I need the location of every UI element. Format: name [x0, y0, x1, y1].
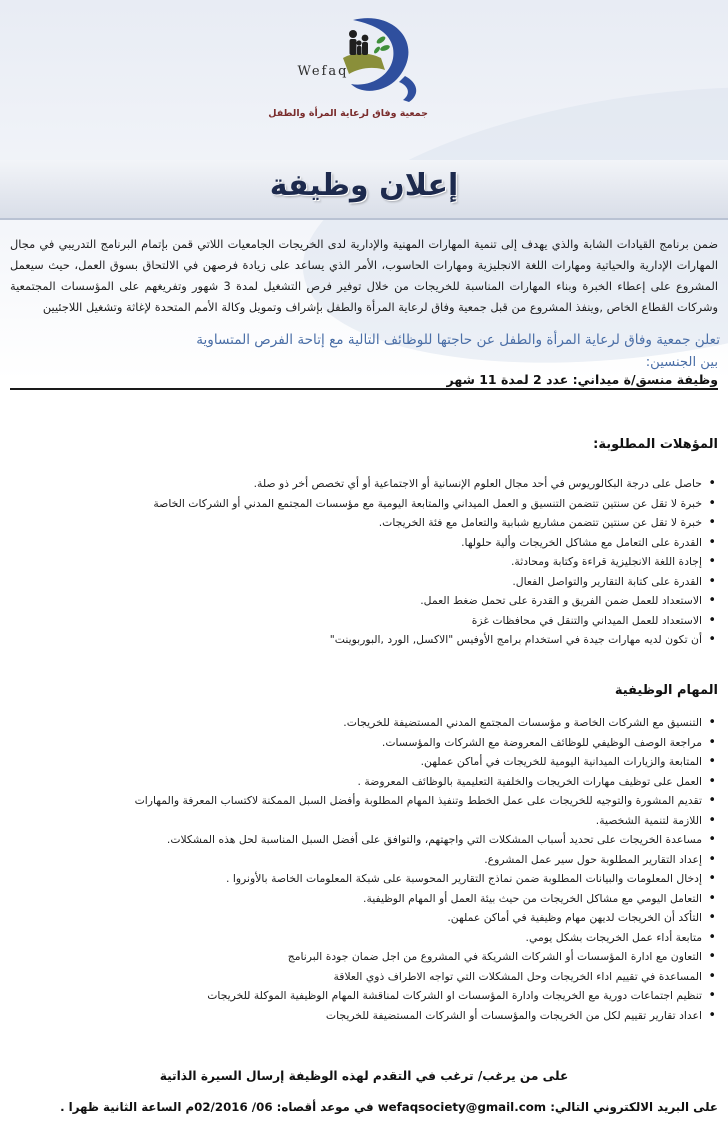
- intro-paragraph: ضمن برنامج القيادات الشابة والذي يهدف إلى تنمية المهارات المهنية والإدارية لدى الخريجات الجامعيات اللاتي قمن بإتمام البرنامج التدريبي في مجال المهارات الإدارية والحياتية ومهارات اللغة الانجليزية ومهارات الحاسوب، الأمر الذي يساعد على زيادة فرصهن في الالتحاق بسوق العمل، حيث سيعمل المشروع على إعطاء الخبرة وبناء المهارات المناسبة للخريجات من خلال توفير فرص التشغيل لمدة 3 شهور وتفريغهم على المؤسسات المجتمعية وشركات القطاع الخاص ,وينفذ المشروع من قبل جمعية وفاق لرعاية المرأة والطفل بإشراف وتمويل وكالة الأمم المتحدة لإغاثة وتشغيل اللاجئيين: [10, 237, 718, 314]
- list-item: • إجادة اللغة الانجليزية قراءة وكتابة ومحادثة.: [28, 552, 718, 572]
- list-item: • الاستعداد للعمل ضمن الفريق و القدرة على تحمل ضغط العمل.: [28, 591, 718, 611]
- tasks-list: [28, 713, 718, 1025]
- list-item: • تقديم المشورة والتوجيه للخريجات على عمل الخطط وتنفيذ المهام المطلوبة وأفضل السبل الممكنة لاكتساب المعرفة والمهارات: [28, 791, 718, 811]
- email-link[interactable]: wefaqsociety@gmail.com: [377, 1100, 547, 1114]
- list-item: • الاستعداد للعمل الميداني والتنقل في محافظات غزة: [28, 611, 718, 631]
- qualifications-heading: المؤهلات المطلوبة:: [593, 437, 718, 452]
- list-item: • مساعدة الخريجات على تحديد أسباب المشكلات التي واجهتهم، والتوافق على أفضل السبل المناسبة لحل هذه المشكلات.: [28, 830, 718, 850]
- contact-line: [10, 1100, 718, 1114]
- email-prefix: على البريد الالكتروني التالي:: [550, 1100, 718, 1114]
- logo-emblem-icon: [293, 12, 433, 112]
- list-item: • اللازمة لتنمية الشخصية.: [28, 811, 718, 831]
- list-item: • التأكد أن الخريجات لديهن مهام وظيفية في أماكن عملهن.: [28, 908, 718, 928]
- list-item: • متابعة أداء عمل الخريجات بشكل يومي.: [28, 928, 718, 948]
- logo-tagline: جمعية وفاق لرعاية المرأة والطفل: [268, 108, 428, 119]
- list-item: • حاصل على درجة البكالوريوس في أحد مجال العلوم الإنسانية أو الاجتماعية أو أي تخصص أخر ذو صلة.: [28, 474, 718, 494]
- job-title: وظيفة منسق/ة ميداني: عدد 2 لمدة 11 شهر: [10, 372, 718, 390]
- logo-wordmark: Wefaq: [297, 64, 349, 79]
- list-item: • أن تكون لديه مهارات جيدة في استخدام برامج الأوفيس "الاكسل, الورد ,البوربوينت": [28, 630, 718, 650]
- list-item: • التنسيق مع الشركات الخاصة و مؤسسات المجتمع المدني المستضيفة للخريجات.: [28, 713, 718, 733]
- list-item: • المساعدة في تقييم اداء الخريجات وحل المشكلات التي تواجه الاطراف ذوي العلاقة: [28, 967, 718, 987]
- wefaq-logo: [268, 12, 433, 122]
- list-item: • خبرة لا تقل عن سنتين تتضمن مشاريع شبابية والتعامل مع فئة الخريجات.: [28, 513, 718, 533]
- list-item: • خبرة لا تقل عن سنتين تتضمن التنسيق و العمل الميداني والمتابعة اليومية مع مؤسسات المجتمع المدني أو الشركات الخاصة: [28, 494, 718, 514]
- list-item: • تنظيم اجتماعات دورية مع الخريجات وادارة المؤسسات او الشركات لمناقشة المهام الوظيفية الموكلة للخريجات: [28, 986, 718, 1006]
- announcement-continuation: بين الجنسين:: [645, 355, 718, 370]
- list-item: • اعداد تقارير تقييم لكل من الخريجات والمؤسسات أو الشركات المستضيفة للخريجات: [28, 1006, 718, 1026]
- list-item: • إعداد التقارير المطلوبة حول سير عمل المشروع.: [28, 850, 718, 870]
- list-item: • التعاون مع ادارة المؤسسات أو الشركات الشريكة في المشروع من اجل ضمان جودة البرنامج: [28, 947, 718, 967]
- list-item: • القدرة على كتابة التقارير والتواصل الفعال.: [28, 572, 718, 592]
- qualifications-list: [28, 474, 718, 650]
- list-item: • المتابعة والزيارات الميدانية اليومية للخريجات في أماكن عملهن.: [28, 752, 718, 772]
- list-item: • العمل على توظيف مهارات الخريجات والخلفية التعليمية بالوظائف المعروضة .: [28, 772, 718, 792]
- tasks-heading: المهام الوظيفية: [614, 683, 718, 698]
- deadline-text: في موعد أقصاه: 06/ 02/2016م الساعة الثانية ظهرا .: [60, 1100, 374, 1114]
- list-item: • التعامل اليومي مع مشاكل الخريجات من حيث بيئة العمل أو المهام الوظيفية.: [28, 889, 718, 909]
- list-item: • إدخال المعلومات والبيانات المطلوبة ضمن نماذج التقارير المحوسبة على شبكة المعلومات الخاصة بالأونروا .: [28, 869, 718, 889]
- list-item: • القدرة على التعامل مع مشاكل الخريجات وألية حلولها.: [28, 533, 718, 553]
- title-banner: [0, 160, 728, 222]
- apply-instructions: على من يرغب/ ترغب في التقدم لهذه الوظيفة إرسال السيرة الذاتية: [159, 1069, 569, 1083]
- page-title: إعلان وظيفة: [269, 168, 459, 203]
- announcement-line: تعلن جمعية وفاق لرعاية المرأة والطفل عن حاجتها للوظائف التالية مع إتاحة الفرص المتساوية: [196, 332, 720, 348]
- list-item: • مراجعة الوصف الوظيفي للوظائف المعروضة مع الشركات والمؤسسات.: [28, 733, 718, 753]
